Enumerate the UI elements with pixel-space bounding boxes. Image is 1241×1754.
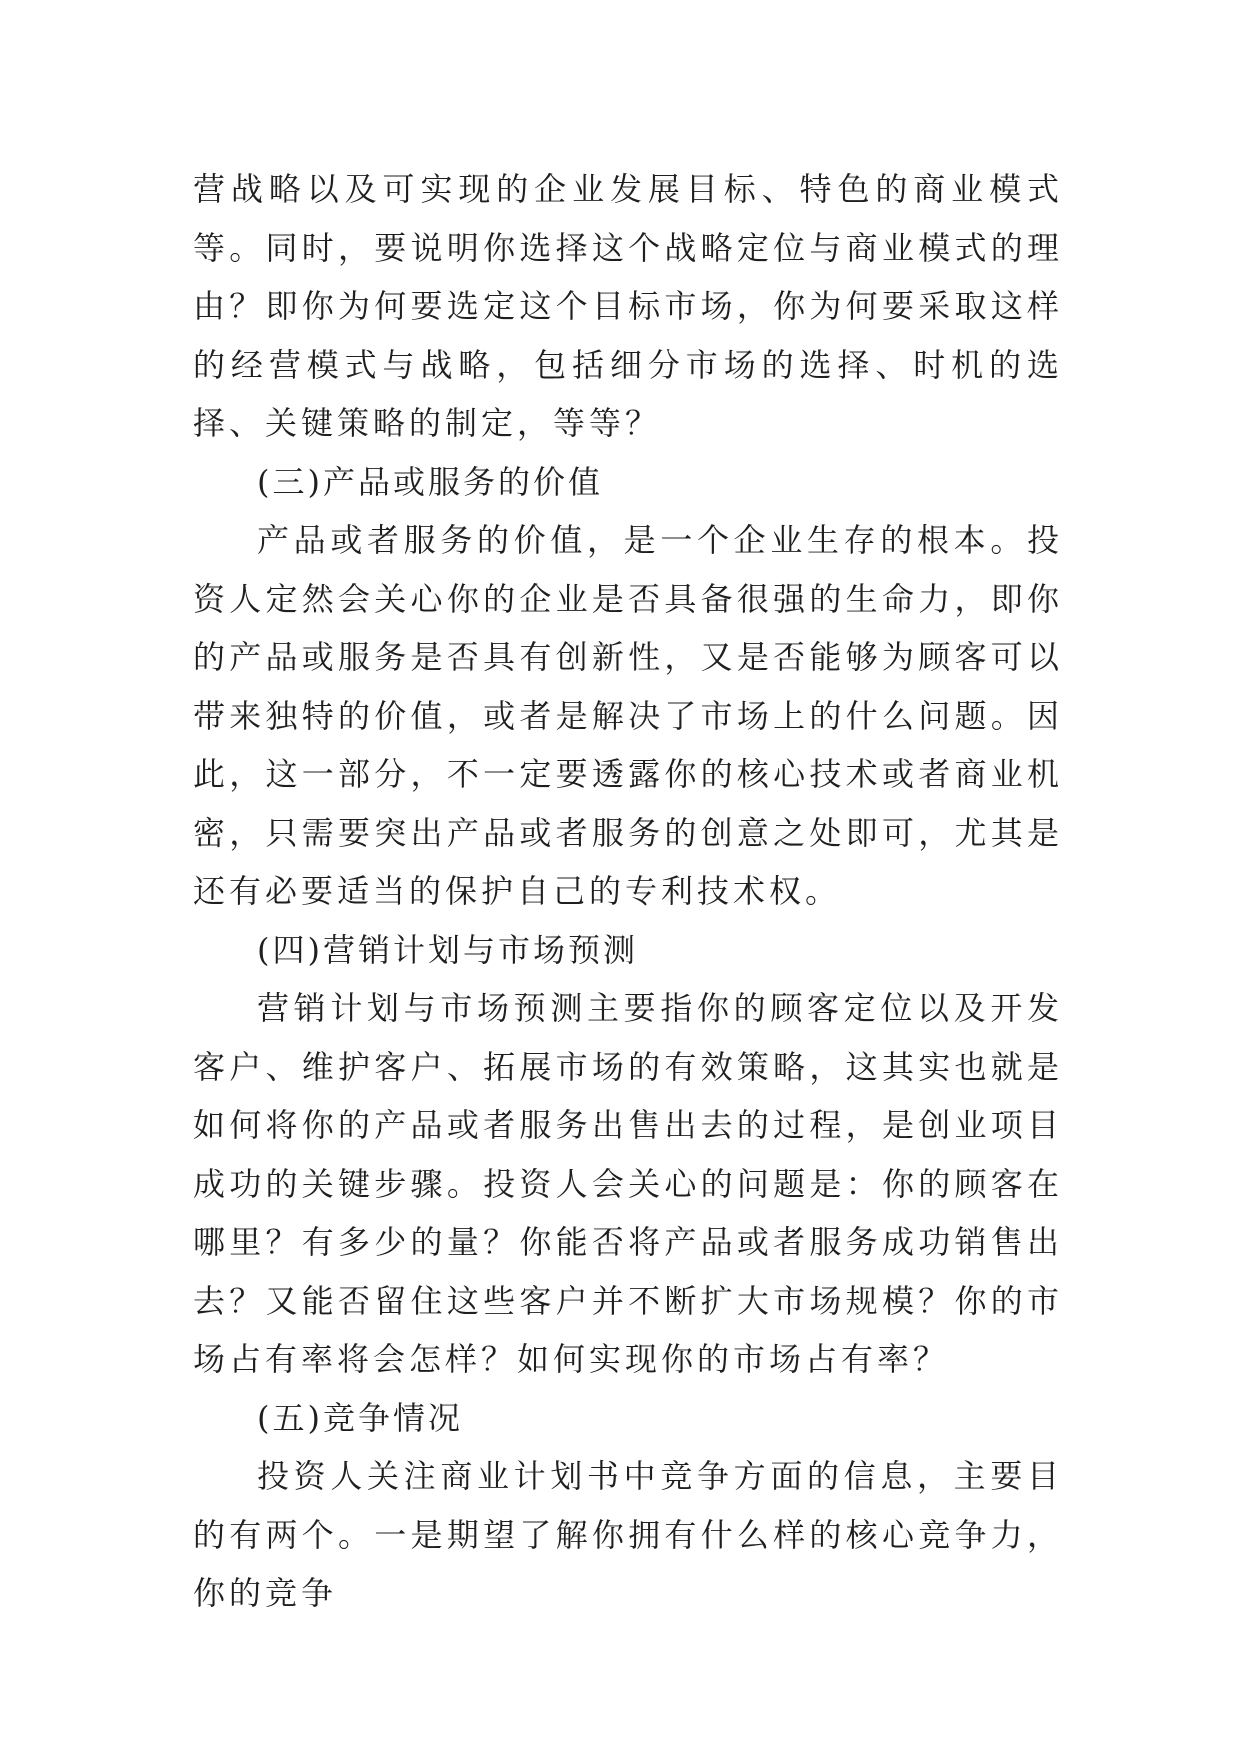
section-heading-competition: (五)竞争情况	[257, 1398, 463, 1437]
section-heading-marketing-plan: (四)营销计划与市场预测	[257, 930, 638, 969]
document-body	[193, 160, 1063, 1623]
paragraph-marketing-plan: 营销计划与市场预测主要指你的顾客定位以及开发客户、维护客户、拓展市场的有效策略，这其实也就是如何将你的产品或者服务出售出去的过程，是创业项目成功的关键步骤。投资人会关心的问题是：你的顾客在哪里？有多少的量？你能否将产品或者服务成功销售出去？又能否留住这些客户并不断扩大市场规模？你的市场占有率将会怎样？如何实现你的市场占有率？	[193, 989, 1063, 1378]
paragraph-strategy-continuation: 营战略以及可实现的企业发展目标、特色的商业模式等。同时，要说明你选择这个战略定位与商业模式的理由？即你为何要选定这个目标市场，你为何要采取这样的经营模式与战略，包括细分市场的选择、时机的选择、关键策略的制定，等等？	[193, 170, 1063, 442]
section-heading-product-value: (三)产品或服务的价值	[257, 462, 603, 501]
paragraph-competition: 投资人关注商业计划书中竞争方面的信息，主要目的有两个。一是期望了解你拥有什么样的核心竞争力，你的竞争	[193, 1457, 1063, 1612]
paragraph-product-value: 产品或者服务的价值，是一个企业生存的根本。投资人定然会关心你的企业是否具备很强的生命力，即你的产品或服务是否具有创新性，又是否能够为顾客可以带来独特的价值，或者是解决了市场上的什么问题。因此，这一部分，不一定要透露你的核心技术或者商业机密，只需要突出产品或者服务的创意之处即可，尤其是还有必要适当的保护自己的专利技术权。	[193, 521, 1063, 910]
